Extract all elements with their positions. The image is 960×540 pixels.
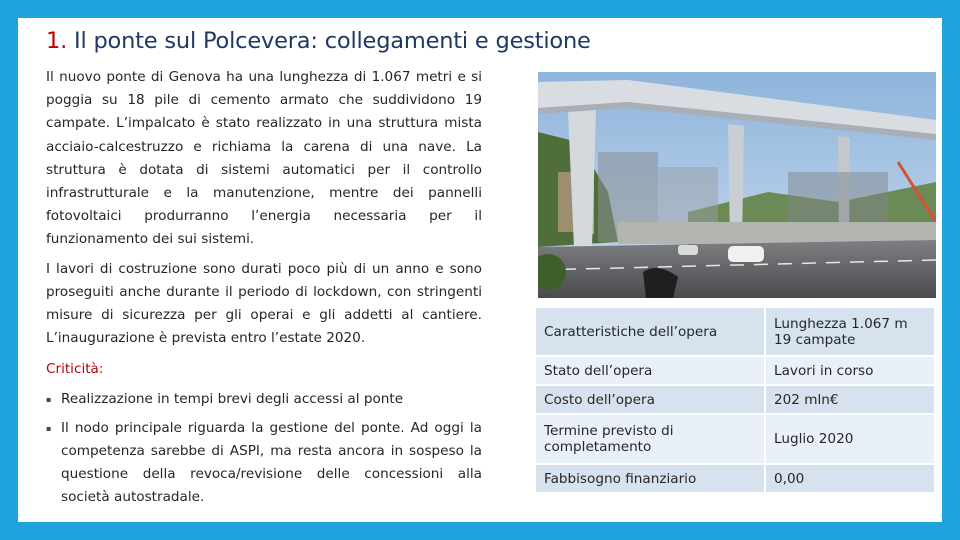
bridge-photo: [538, 72, 936, 298]
table-row: [536, 308, 934, 356]
bullet-square-icon: ▪: [46, 423, 52, 433]
table-row: [536, 464, 934, 493]
row-label: Caratteristiche dell’opera: [536, 308, 765, 356]
table-row: [536, 414, 934, 464]
text-column: [46, 66, 482, 510]
row-value: 0,00: [765, 464, 934, 493]
bullet-item: [46, 417, 482, 510]
paragraph-construction: I lavori di costruzione sono durati poco più di un anno e sono proseguiti anche durante il periodo di lockdown, con stringenti misure di sicurezza per gli operai e gli addetti al cantiere. L’inaugurazione è prevista entro l’estate 2020.: [46, 260, 482, 347]
table-row: [536, 385, 934, 414]
row-value: 202 mln€: [765, 385, 934, 414]
bullet-item: [46, 388, 482, 411]
slide: [18, 18, 942, 522]
page-title: [46, 28, 591, 54]
label-line: completamento: [544, 439, 652, 455]
title-text: Il ponte sul Polcevera: collegamenti e gestione: [74, 28, 591, 54]
bullet-text: Il nodo principale riguarda la gestione del ponte. Ad oggi la competenza sarebbe di ASPI, ma resta ancora in sospeso la questione della revoca/revisione delle concessioni alla società autostradale.: [61, 419, 482, 506]
row-value: Luglio 2020: [765, 414, 934, 464]
info-table: [536, 308, 934, 494]
bullet-text: Realizzazione in tempi brevi degli accessi al ponte: [61, 390, 404, 407]
value-line: Lunghezza 1.067 m: [774, 315, 908, 332]
label-line: Termine previsto di: [544, 423, 674, 439]
row-value: Lavori in corso: [765, 356, 934, 385]
row-label: Fabbisogno finanziario: [536, 464, 765, 493]
table-row: [536, 356, 934, 385]
value-line: 19 campate: [774, 331, 856, 348]
row-label: Costo dell’opera: [536, 385, 765, 414]
criticita-heading: Criticità:: [46, 361, 104, 378]
paragraph-description: Il nuovo ponte di Genova ha una lunghezza di 1.067 metri e si poggia su 18 pile di cemento armato che suddividono 19 campate. L’impalcato è stato realizzato in una struttura mista acciaio-calcestruzzo e richiama la carena di una nave. La struttura è dotata di sistemi automatici per il controllo infrastrutturale e la manutenzione, mentre dei pannelli fotovoltaici produrranno l’energia necessaria per il funzionamento dei sui sistemi.: [46, 69, 482, 248]
row-value: [765, 308, 934, 356]
row-label: Stato dell’opera: [536, 356, 765, 385]
title-number: 1.: [46, 28, 68, 54]
row-label: [536, 414, 765, 464]
bullet-square-icon: ▪: [46, 394, 52, 404]
